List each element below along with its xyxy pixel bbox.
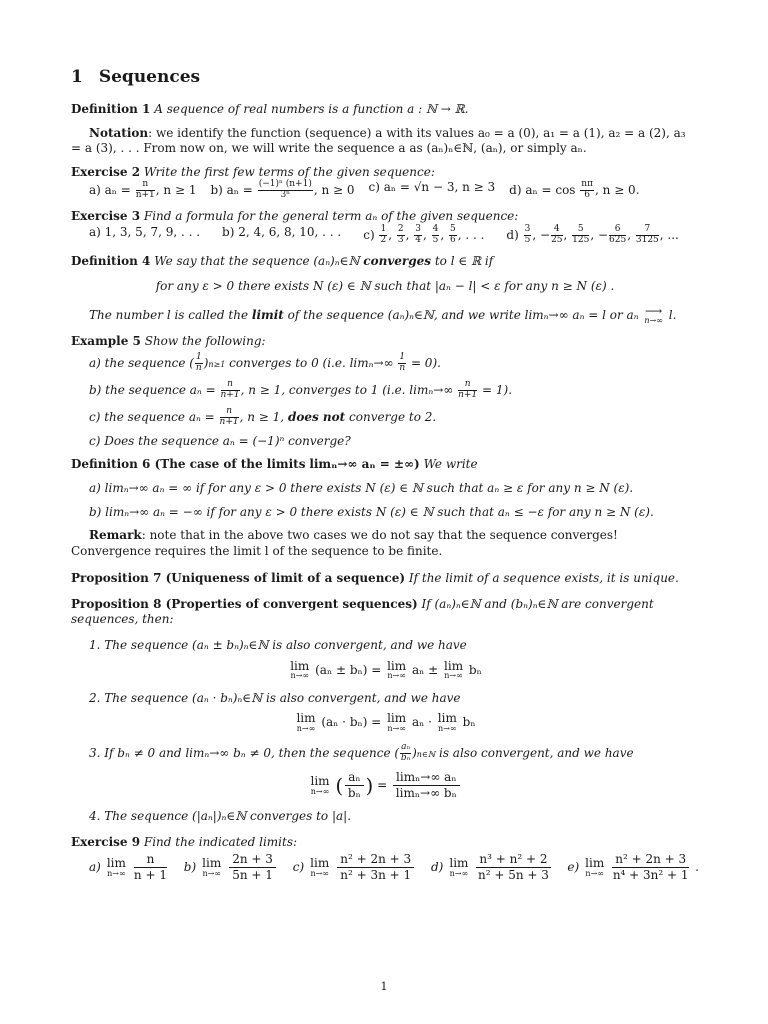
ex3-d-fraction [572,225,589,246]
proposition-8-text: If (aₙ)ₙ∈ℕ and (bₙ)ₙ∈ℕ are convergent sequences, then: [71,596,654,627]
lim-operator [202,857,221,878]
exercise-2-head: Exercise 2 [71,164,141,179]
eq1-rhs: bₙ [468,662,482,677]
lim-word: lim [585,856,605,871]
denominator: n² + 5n + 3 [478,868,549,883]
numerator: 3 [524,223,531,234]
lim-operator [387,660,406,681]
numerator: 3 [415,223,421,234]
definition-6-item-b: b) limₙ→∞ aₙ = −∞ if for any ε > 0 there exists N (ε) ∈ ℕ such that aₙ ≤ −ε for any n ≥ N (ε). [89,504,654,519]
numerator: 5 [449,223,456,234]
def4-arrow-sub: n→∞ [644,316,663,326]
lim-operator [107,857,126,878]
denominator: 5n + 1 [232,868,273,883]
lim-sub: n→∞ [585,868,604,878]
item3-post: is also convergent, and we have [439,746,634,761]
ex5-c-mid: , n ≥ 1, [239,409,285,424]
exercise-9-fraction [476,852,550,883]
lim-sub: n→∞ [449,868,469,878]
ex2-d-denominator: 6 [584,190,591,201]
lim-sub: n→∞ [290,671,310,681]
numerator: n² + 2n + 3 [337,852,414,868]
definition-6-item-a: a) limₙ→∞ aₙ = ∞ if for any ε > 0 there exists N (ε) ∈ ℕ such that aₙ ≥ ε for any n ≥ N (ε). [89,480,634,495]
def4-arrow-symbol: ⟶ [645,303,663,318]
definition-6-text: We write [423,457,478,472]
exercise-9-item [431,852,553,883]
exercise-2-items [71,180,699,201]
eq1-mid: aₙ ± [411,662,439,677]
ex5-c-fraction [220,407,239,428]
definition-4-post: to l ∈ ℝ if [434,253,494,268]
ex3-c-fraction [449,225,457,246]
ex3-d-fraction [636,225,659,246]
exercise-9-end: . [695,859,699,874]
numerator: 1 [380,223,387,234]
numerator: 2n + 3 [229,852,276,868]
lim-sub: n→∞ [387,723,406,733]
item3-fraction [400,743,411,764]
numerator: 7 [636,225,659,236]
definition-6-head-math: limₙ→∞ aₙ = ±∞) [309,457,420,472]
ex3-c-fractions: $\frac{1}{2}$ , $\frac{2}{3}$ , $\frac{3}{4}$ , $\frac{4}{5}$ , $\frac{5}{6}$ [380,223,456,245]
example-5-item-b [71,380,699,401]
ex2-d-condition: , n ≥ 0. [595,183,640,198]
numerator: 4 [551,225,562,236]
eq3-inner-denominator: bₙ [347,786,361,801]
definition-6 [71,457,699,520]
exercise-3-text: Find a formula for the general term aₙ of the given sequence: [143,209,519,224]
exercise-9-item [184,852,278,883]
lim-operator [310,857,329,878]
denominator: 625 [609,234,627,245]
exercise-9-item [293,852,416,883]
denominator: 5 [432,234,439,245]
eq2-rhs: bₙ [462,715,476,730]
proposition-8 [71,597,699,825]
exercise-9-item [567,852,699,883]
ex2-a-fraction [136,180,155,201]
denominator: n + 1 [133,868,167,883]
exercise-9-head: Exercise 9 [71,834,141,849]
exercise-3-item-a: a) 1, 3, 5, 7, 9, . . . [89,224,201,239]
denominator: 2 [380,234,387,245]
ex2-b-denominator: 3ⁿ [280,190,291,201]
ex3-d-fractions: $\frac{3}{5}$ , − $\frac{4}{25}$ , $\frac{5}{125}$ , − $\frac{6}{625}$ , $\frac{7}{3125}$ [524,223,659,245]
example-5 [71,334,699,450]
def4-limit-keyword: limit [251,307,284,322]
item3-subscript: n∈ℕ [416,750,436,760]
numerator: 2 [397,223,404,234]
ex3-c-fraction [397,225,405,246]
exercise-9-text: Find the indicated limits: [143,834,298,849]
lim-word: lim [387,711,407,726]
lim-word: lim [310,856,330,871]
ex5-b-numerator-2: n [458,380,477,391]
lim-sub: n→∞ [438,723,457,733]
exercise-2 [71,165,699,201]
lim-word: lim [437,711,457,726]
eq3-limit-fraction [393,770,459,801]
ex3-c-label: c) [363,227,375,242]
lim-sub: n→∞ [107,868,126,878]
lim-sub: n→∞ [444,671,463,681]
eq1-lhs: (aₙ ± bₙ) = [315,662,382,677]
notation-head: Notation [89,125,149,140]
prop8-equation-3: lim n→∞ ( $\frac{\text{aₙ}}{\text{bₙ}}$ ) = $\frac{\text{limₙ→∞ aₙ}}{\text{limₙ→∞ bₙ}}$ [71,770,699,801]
exercise-3-item-c [363,225,484,246]
eq2-lhs: (aₙ · bₙ) = [321,715,382,730]
lim-sub: n→∞ [296,723,316,733]
exercise-3-item-b: b) 2, 4, 6, 8, 10, . . . [222,224,342,239]
exercise-9-items [71,852,699,883]
numerator: n² + 2n + 3 [612,852,689,868]
lim-word: lim [449,856,469,871]
lim-word: lim [387,658,407,673]
lim-operator [310,775,329,796]
exercise-9-item [89,852,169,883]
lim-operator [290,660,309,681]
item3-denominator: bₙ [400,753,411,764]
definition-4-head: Definition 4 [71,253,151,268]
ex3-c-fraction [414,225,422,246]
example-5-head: Example 5 [71,333,141,348]
proposition-7-text: If the limit of a sequence exists, it is unique. [408,571,679,586]
exercise-9-item-label: d) [430,859,444,874]
def4-line-end: l. [668,307,677,322]
eq2-mid: aₙ · [411,715,432,730]
definition-1-head: Definition 1 [71,102,151,117]
ex2-a-condition: , n ≥ 1 [155,183,197,198]
eq3-limit-denominator: limₙ→∞ bₙ [395,786,457,801]
ex2-b-label: b) aₙ = [210,183,253,198]
notation-paragraph [71,126,699,157]
page-number: 1 [380,980,388,993]
exercise-2-item-b [210,180,354,201]
lim-word: lim [202,856,222,871]
lim-sub: n→∞ [387,671,406,681]
lim-operator [585,857,604,878]
numerator: 5 [572,225,589,236]
exercise-9-item-label: b) [183,859,197,874]
exercise-9-fraction [612,852,689,883]
definition-4 [71,254,699,326]
ex2-b-numerator: (−1)ⁿ (n+1) [258,179,312,190]
prop8-equation-1 [71,660,699,681]
ex5-a-mid: converges to 0 (i.e. limₙ→∞ [229,356,394,371]
ex5-b-numerator: n [221,380,240,391]
denominator: 25 [551,234,563,245]
denominator: 5 [524,234,531,245]
lim-operator [296,712,315,733]
ex5-a-denominator: n [399,363,406,374]
ex5-c-numerator: n [220,407,239,418]
ex3-d-fraction [609,225,626,246]
def4-arrow [644,305,663,326]
ex3-d-tail: , ... [659,227,679,242]
document-page [71,66,699,891]
remark-head: Remark [89,528,142,543]
ex5-a-post: = 0). [410,356,441,371]
section-title: Sequences [98,67,201,87]
lim-operator [438,712,457,733]
lim-sub: n→∞ [310,868,329,878]
ex2-b-fraction [258,180,313,201]
denominator: 4 [415,234,421,245]
denominator: n⁴ + 3n² + 1 [612,868,689,883]
numerator: 4 [432,223,439,234]
ex5-c-keyword: does not [287,409,346,424]
ex5-c-post: converge to 2. [349,409,437,424]
item3-pre: 3. If bₙ ≠ 0 and limₙ→∞ bₙ ≠ 0, then the sequence [89,746,391,761]
definition-4-condition: for any ε > 0 there exists N (ε) ∈ ℕ such that |aₙ − l| < ε for any n ≥ N (ε) . [155,279,615,294]
ex5-a-pre: a) the sequence [89,356,186,371]
ex3-d-label: d) [506,227,519,242]
remark-paragraph [71,528,699,559]
eq3-inner-numerator: aₙ [345,770,363,786]
eq3-limit-numerator: limₙ→∞ aₙ [393,770,459,786]
proposition-8-head: Proposition 8 (Properties of convergent sequences) [71,596,418,611]
ex5-a-paren-fraction [195,353,203,374]
prop8-item-2: 2. The sequence (aₙ · bₙ)ₙ∈ℕ is also convergent, and we have [89,690,461,705]
example-5-item-a: a) the sequence ( $\frac{1}{n}$ )n≥1 converges to 0 (i.e. limₙ→∞ $\frac{1}{n}$ = 0). [89,352,441,374]
notation-text: : we identify the function (sequence) a with its values a₀ = a (0), a₁ = a (1), a₂ = a (2), a₃ = a (3), . . . From now on, we will write the sequence a as (aₙ)ₙ∈ℕ, (aₙ), or simply aₙ. [71,125,686,156]
definition-1 [71,102,699,118]
prop8-item-3: 3. If bₙ ≠ 0 and limₙ→∞ bₙ ≠ 0, then the sequence ( $\frac{\text{aₙ}}{\text{bₙ}}$ )n∈ℕ is also convergent, and we have [89,742,634,764]
lim-operator [444,660,463,681]
prop8-equation-2 [71,712,699,733]
exercise-9-item-label: a) [89,859,101,874]
exercise-3-head: Exercise 3 [71,209,141,224]
exercise-9-fraction [134,852,167,883]
numerator: n³ + n² + 2 [476,852,550,868]
section-heading [71,66,699,88]
ex5-b-denominator: n+1 [220,390,240,401]
exercise-9-fraction [337,852,414,883]
definition-4-keyword: converges [363,253,432,268]
left-paren: ( [335,773,344,798]
exercise-9-item-label: e) [567,859,580,874]
definition-4-limit-line [71,305,699,326]
ex2-a-numerator: n [136,180,155,191]
numerator: n [134,852,167,868]
proposition-7 [71,571,699,587]
denominator: n² + 3n + 1 [340,868,412,883]
example-5-item-d: c) Does the sequence aₙ = (−1)ⁿ converge? [89,433,351,448]
definition-1-text: A sequence of real numbers is a function a : ℕ → ℝ. [154,102,469,117]
lim-sub: n→∞ [310,786,330,796]
ex5-b-fraction [221,380,240,401]
ex2-a-label: a) aₙ = [89,183,131,198]
def4-line-pre: The number l is called the [89,307,249,322]
ex3-c-fraction [379,225,387,246]
definition-4-pre: We say that the sequence (aₙ)ₙ∈ℕ [154,253,360,268]
lim-word: lim [310,774,330,789]
prop8-item-1: 1. The sequence (aₙ ± bₙ)ₙ∈ℕ is also convergent, and we have [89,638,467,653]
ex3-d-fraction [551,225,562,246]
exercise-2-text: Write the first few terms of the given sequence: [143,164,435,179]
proposition-7-head: Proposition 7 (Uniqueness of limit of a sequence) [71,571,406,586]
exercise-3 [71,209,699,245]
ex5-a-subscript: n≥1 [208,360,226,370]
lim-operator [387,712,406,733]
denominator: 3 [397,234,404,245]
ex5-a-fraction [398,353,406,374]
denominator: 3125 [635,234,659,245]
def4-line-mid: of the sequence (aₙ)ₙ∈ℕ, and we write limₙ→∞ aₙ = l or aₙ [287,307,639,322]
exercise-3-items [71,225,699,246]
ex2-d-label: d) aₙ = cos [509,183,576,198]
exercise-2-item-c: c) aₙ = √n − 3, n ≥ 3 [368,180,496,195]
exercise-9-item-label: c) [292,859,305,874]
numerator: 6 [609,225,626,236]
ex2-b-condition: , n ≥ 0 [313,183,355,198]
ex5-c-denominator: n+1 [219,416,239,427]
item3-numerator: aₙ [401,742,411,753]
lim-sub: n→∞ [202,868,221,878]
ex2-d-fraction [580,180,594,201]
lim-word: lim [444,658,464,673]
exercise-9-fraction [229,852,276,883]
ex5-b-denominator-2: n+1 [458,390,478,401]
lim-word: lim [296,711,316,726]
ex5-c-pre: c) the sequence aₙ = [89,409,215,424]
lim-word: lim [106,856,126,871]
example-5-text: Show the following: [144,333,266,348]
ex5-a-numerator: 1 [399,352,406,363]
ex3-d-fraction [524,225,532,246]
example-5-item-c [71,407,699,428]
ex2-a-denominator: n+1 [135,190,155,201]
denominator: 125 [572,234,590,245]
ex5-a-paren-denominator: n [195,363,202,374]
exercise-9 [71,835,699,884]
ex2-d-numerator: nπ [581,179,594,190]
exercise-3-item-d [506,225,678,246]
right-paren: ) [365,773,374,798]
remark-text: : note that in the above two cases we do not say that the sequence converges! Convergence requires the limit l of the sequence to be finite. [71,528,618,558]
denominator: 6 [449,234,456,245]
ex5-b-pre: b) the sequence aₙ = [89,383,216,398]
prop8-item-4: 4. The sequence (|aₙ|)ₙ∈ℕ converges to |a|. [89,809,352,824]
ex5-b-fraction-2 [458,380,477,401]
section-number: 1 [71,67,83,87]
definition-6-head: Definition 6 (The case of the limits [71,457,306,472]
lim-word: lim [290,658,310,673]
ex5-b-post: = 1). [482,383,513,398]
ex5-a-paren-numerator: 1 [195,352,202,363]
ex3-c-fraction [432,225,440,246]
ex3-c-tail: , . . . [457,227,485,242]
eq3-inner-fraction [345,770,363,801]
exercise-2-item-a [89,180,196,201]
lim-operator [449,857,468,878]
exercise-2-item-d [509,180,639,201]
ex5-b-mid: , n ≥ 1, converges to 1 (i.e. limₙ→∞ [240,383,454,398]
